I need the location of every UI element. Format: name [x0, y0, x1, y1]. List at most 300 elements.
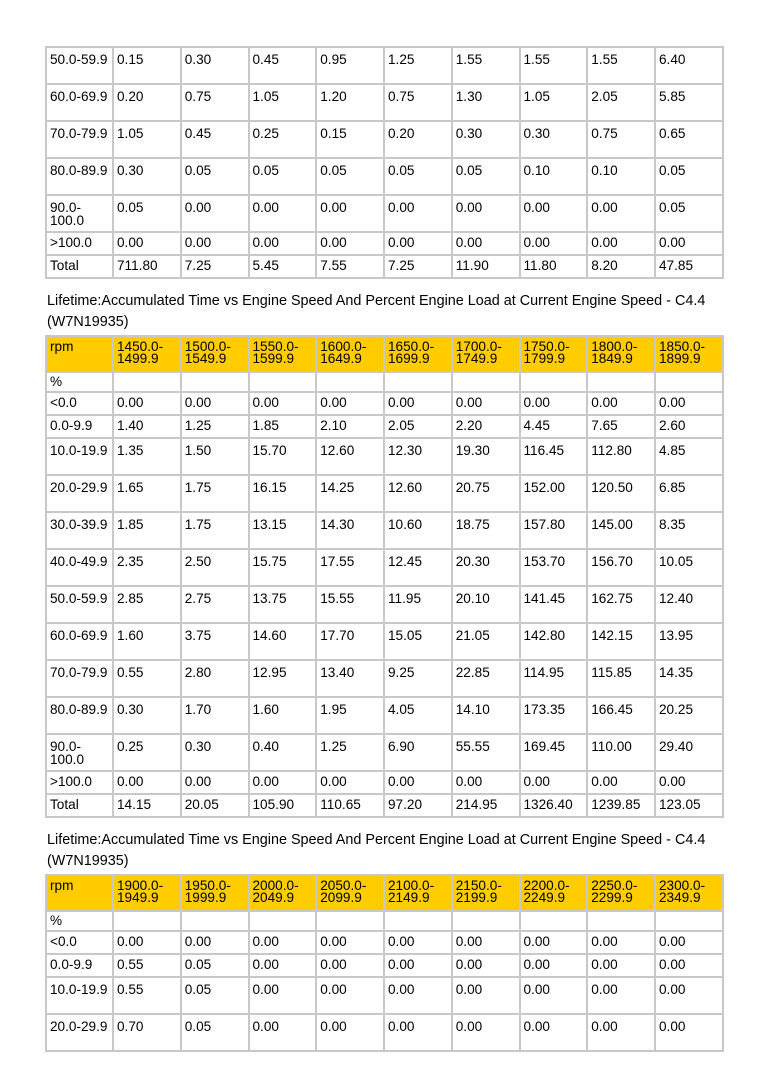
table-row [46, 931, 723, 954]
time-value-cell: 14.10 [452, 697, 520, 734]
time-value-cell: 0.55 [113, 977, 181, 1014]
time-value-cell: 20.30 [452, 549, 520, 586]
empty-cell [181, 372, 249, 392]
time-value-cell: 0.00 [452, 977, 520, 1014]
time-value-cell: 1239.85 [587, 794, 655, 817]
time-value-cell: 0.00 [587, 392, 655, 415]
empty-cell [113, 372, 181, 392]
time-value-cell: 0.00 [655, 977, 723, 1014]
time-value-cell: 0.00 [249, 931, 317, 954]
time-value-cell: 0.05 [249, 158, 317, 195]
time-value-cell: 6.40 [655, 47, 723, 84]
time-value-cell: 116.45 [520, 438, 588, 475]
time-value-cell: 2.05 [384, 415, 452, 438]
time-value-cell: 0.00 [113, 771, 181, 794]
table-row [46, 195, 723, 232]
time-value-cell: 12.60 [384, 475, 452, 512]
empty-cell [655, 372, 723, 392]
time-value-cell: 1.85 [249, 415, 317, 438]
rpm-range-header: 1600.0-1649.9 [316, 336, 384, 372]
unit-row [46, 911, 723, 931]
time-value-cell: 1.40 [113, 415, 181, 438]
table-row [46, 84, 723, 121]
load-range-label: 50.0-59.9 [46, 586, 113, 623]
table-row [46, 734, 723, 771]
time-value-cell: 2.20 [452, 415, 520, 438]
load-range-label: 50.0-59.9 [46, 47, 113, 84]
time-value-cell: 5.85 [655, 84, 723, 121]
time-value-cell: 0.00 [452, 1014, 520, 1051]
load-range-label: Total [46, 794, 113, 817]
time-value-cell: 0.00 [249, 977, 317, 1014]
load-range-label: 30.0-39.9 [46, 512, 113, 549]
time-value-cell: 0.00 [316, 771, 384, 794]
time-value-cell: 7.65 [587, 415, 655, 438]
time-value-cell: 114.95 [520, 660, 588, 697]
time-value-cell: 0.00 [520, 1014, 588, 1051]
time-value-cell: 8.35 [655, 512, 723, 549]
percent-unit-label: % [46, 372, 113, 392]
time-value-cell: 0.45 [181, 121, 249, 158]
time-value-cell: 141.45 [520, 586, 588, 623]
time-value-cell: 0.40 [249, 734, 317, 771]
time-value-cell: 166.45 [587, 697, 655, 734]
rpm-range-header: 2050.0-2099.9 [316, 875, 384, 911]
time-value-cell: 10.60 [384, 512, 452, 549]
time-value-cell: 0.00 [452, 392, 520, 415]
rpm-range-header: 1450.0-1499.9 [113, 336, 181, 372]
time-value-cell: 0.00 [452, 931, 520, 954]
empty-cell [452, 372, 520, 392]
unit-row [46, 372, 723, 392]
time-value-cell: 0.00 [587, 1014, 655, 1051]
time-value-cell: 16.15 [249, 475, 317, 512]
table-row [46, 954, 723, 977]
time-value-cell: 0.70 [113, 1014, 181, 1051]
time-value-cell: 2.80 [181, 660, 249, 697]
time-value-cell: 0.75 [587, 121, 655, 158]
engine-load-table-1450-1899 [45, 335, 724, 818]
document-page [45, 46, 723, 1052]
table-row [46, 977, 723, 1014]
time-value-cell: 1.55 [587, 47, 655, 84]
time-value-cell: 0.00 [384, 771, 452, 794]
time-value-cell: 0.30 [181, 47, 249, 84]
time-value-cell: 0.05 [181, 158, 249, 195]
rpm-range-header: 1700.0-1749.9 [452, 336, 520, 372]
time-value-cell: 9.25 [384, 660, 452, 697]
time-value-cell: 142.80 [520, 623, 588, 660]
time-value-cell: 153.70 [520, 549, 588, 586]
time-value-cell: 1.20 [316, 84, 384, 121]
time-value-cell: 115.85 [587, 660, 655, 697]
load-range-label: 20.0-29.9 [46, 475, 113, 512]
time-value-cell: 0.00 [452, 954, 520, 977]
table-row [46, 475, 723, 512]
time-value-cell: 0.30 [452, 121, 520, 158]
time-value-cell: 0.75 [181, 84, 249, 121]
time-value-cell: 0.00 [181, 195, 249, 232]
time-value-cell: 0.00 [384, 392, 452, 415]
time-value-cell: 0.00 [249, 195, 317, 232]
load-range-label: 80.0-89.9 [46, 697, 113, 734]
time-value-cell: 0.05 [181, 1014, 249, 1051]
table-row [46, 1014, 723, 1051]
empty-cell [520, 372, 588, 392]
time-value-cell: 0.20 [384, 121, 452, 158]
time-value-cell: 0.00 [113, 232, 181, 255]
time-value-cell: 0.00 [587, 771, 655, 794]
empty-cell [249, 911, 317, 931]
time-value-cell: 0.00 [384, 195, 452, 232]
rpm-range-header: 1650.0-1699.9 [384, 336, 452, 372]
time-value-cell: 110.00 [587, 734, 655, 771]
time-value-cell: 0.00 [452, 771, 520, 794]
load-range-label: 0.0-9.9 [46, 954, 113, 977]
rpm-range-header: 1900.0-1949.9 [113, 875, 181, 911]
time-value-cell: 13.75 [249, 586, 317, 623]
time-value-cell: 47.85 [655, 255, 723, 278]
time-value-cell: 2.75 [181, 586, 249, 623]
load-range-label: <0.0 [46, 392, 113, 415]
time-value-cell: 0.00 [655, 1014, 723, 1051]
table-row [46, 697, 723, 734]
time-value-cell: 1.35 [113, 438, 181, 475]
time-value-cell: 14.35 [655, 660, 723, 697]
time-value-cell: 0.15 [316, 121, 384, 158]
time-value-cell: 0.00 [316, 392, 384, 415]
time-value-cell: 1326.40 [520, 794, 588, 817]
time-value-cell: 0.00 [587, 195, 655, 232]
table-continued [45, 46, 724, 279]
time-value-cell: 0.10 [587, 158, 655, 195]
time-value-cell: 1.05 [249, 84, 317, 121]
time-value-cell: 12.95 [249, 660, 317, 697]
time-value-cell: 7.25 [181, 255, 249, 278]
time-value-cell: 13.95 [655, 623, 723, 660]
time-value-cell: 0.00 [249, 1014, 317, 1051]
time-value-cell: 3.75 [181, 623, 249, 660]
time-value-cell: 1.25 [181, 415, 249, 438]
time-value-cell: 0.05 [655, 195, 723, 232]
time-value-cell: 11.95 [384, 586, 452, 623]
time-value-cell: 711.80 [113, 255, 181, 278]
time-value-cell: 0.00 [249, 232, 317, 255]
empty-cell [113, 911, 181, 931]
time-value-cell: 0.05 [384, 158, 452, 195]
time-value-cell: 0.65 [655, 121, 723, 158]
time-value-cell: 11.90 [452, 255, 520, 278]
rpm-range-header: 2000.0-2049.9 [249, 875, 317, 911]
time-value-cell: 0.00 [520, 977, 588, 1014]
empty-cell [249, 372, 317, 392]
time-value-cell: 0.55 [113, 660, 181, 697]
time-value-cell: 0.00 [655, 931, 723, 954]
time-value-cell: 7.55 [316, 255, 384, 278]
table-row [46, 660, 723, 697]
time-value-cell: 1.65 [113, 475, 181, 512]
time-value-cell: 1.25 [384, 47, 452, 84]
time-value-cell: 20.75 [452, 475, 520, 512]
percent-unit-label: % [46, 911, 113, 931]
empty-cell [587, 911, 655, 931]
time-value-cell: 0.00 [316, 232, 384, 255]
time-value-cell: 152.00 [520, 475, 588, 512]
time-value-cell: 0.00 [520, 931, 588, 954]
time-value-cell: 0.95 [316, 47, 384, 84]
table-row [46, 549, 723, 586]
time-value-cell: 173.35 [520, 697, 588, 734]
time-value-cell: 120.50 [587, 475, 655, 512]
time-value-cell: 0.00 [655, 771, 723, 794]
rpm-range-header: 2150.0-2199.9 [452, 875, 520, 911]
time-value-cell: 12.45 [384, 549, 452, 586]
time-value-cell: 0.00 [520, 954, 588, 977]
time-value-cell: 1.85 [113, 512, 181, 549]
rpm-range-header: 1800.0-1849.9 [587, 336, 655, 372]
load-range-label: 70.0-79.9 [46, 121, 113, 158]
empty-cell [384, 911, 452, 931]
time-value-cell: 1.55 [520, 47, 588, 84]
time-value-cell: 0.00 [384, 977, 452, 1014]
time-value-cell: 0.00 [384, 954, 452, 977]
time-value-cell: 0.00 [249, 392, 317, 415]
time-value-cell: 2.10 [316, 415, 384, 438]
rpm-range-header: 2250.0-2299.9 [587, 875, 655, 911]
rpm-header-label: rpm [46, 875, 113, 911]
load-range-label: 0.0-9.9 [46, 415, 113, 438]
time-value-cell: 0.55 [113, 954, 181, 977]
table-row [46, 47, 723, 84]
table-row [46, 121, 723, 158]
time-value-cell: 0.15 [113, 47, 181, 84]
time-value-cell: 2.05 [587, 84, 655, 121]
time-value-cell: 15.55 [316, 586, 384, 623]
time-value-cell: 0.30 [113, 697, 181, 734]
section-title: Lifetime:Accumulated Time vs Engine Speed And Percent Engine Load at Current Engine Speed - C4.4 (W7N19935) [47, 832, 706, 869]
time-value-cell: 0.00 [113, 931, 181, 954]
time-value-cell: 18.75 [452, 512, 520, 549]
time-value-cell: 0.30 [520, 121, 588, 158]
time-value-cell: 1.60 [113, 623, 181, 660]
rpm-range-header: 1750.0-1799.9 [520, 336, 588, 372]
time-value-cell: 1.70 [181, 697, 249, 734]
load-range-label: >100.0 [46, 771, 113, 794]
time-value-cell: 0.00 [520, 392, 588, 415]
time-value-cell: 0.05 [113, 195, 181, 232]
time-value-cell: 0.00 [520, 195, 588, 232]
time-value-cell: 10.05 [655, 549, 723, 586]
time-value-cell: 0.00 [316, 1014, 384, 1051]
table-row [46, 392, 723, 415]
time-value-cell: 17.55 [316, 549, 384, 586]
time-value-cell: 0.00 [181, 232, 249, 255]
time-value-cell: 0.00 [181, 771, 249, 794]
time-value-cell: 0.00 [249, 771, 317, 794]
time-value-cell: 110.65 [316, 794, 384, 817]
empty-cell [452, 911, 520, 931]
time-value-cell: 157.80 [520, 512, 588, 549]
empty-cell [316, 911, 384, 931]
time-value-cell: 2.35 [113, 549, 181, 586]
time-value-cell: 15.05 [384, 623, 452, 660]
time-value-cell: 14.60 [249, 623, 317, 660]
header-row [46, 336, 723, 372]
rpm-header-label: rpm [46, 336, 113, 372]
time-value-cell: 6.90 [384, 734, 452, 771]
time-value-cell: 22.85 [452, 660, 520, 697]
time-value-cell: 0.00 [655, 232, 723, 255]
table-row [46, 232, 723, 255]
time-value-cell: 15.75 [249, 549, 317, 586]
time-value-cell: 17.70 [316, 623, 384, 660]
engine-load-table-1900-2349 [45, 874, 724, 1052]
empty-cell [655, 911, 723, 931]
empty-cell [587, 372, 655, 392]
table-row [46, 771, 723, 794]
time-value-cell: 0.00 [655, 392, 723, 415]
time-value-cell: 0.00 [181, 392, 249, 415]
time-value-cell: 0.00 [249, 954, 317, 977]
time-value-cell: 142.15 [587, 623, 655, 660]
time-value-cell: 214.95 [452, 794, 520, 817]
time-value-cell: 20.25 [655, 697, 723, 734]
empty-cell [384, 372, 452, 392]
time-value-cell: 162.75 [587, 586, 655, 623]
table-row [46, 415, 723, 438]
table-row [46, 623, 723, 660]
time-value-cell: 156.70 [587, 549, 655, 586]
time-value-cell: 1.60 [249, 697, 317, 734]
rpm-range-header: 2300.0-2349.9 [655, 875, 723, 911]
time-value-cell: 0.10 [520, 158, 588, 195]
rpm-range-header: 1500.0-1549.9 [181, 336, 249, 372]
time-value-cell: 14.15 [113, 794, 181, 817]
rpm-range-header: 1950.0-1999.9 [181, 875, 249, 911]
time-value-cell: 1.05 [520, 84, 588, 121]
time-value-cell: 0.00 [452, 195, 520, 232]
time-value-cell: 19.30 [452, 438, 520, 475]
time-value-cell: 12.30 [384, 438, 452, 475]
load-range-label: 80.0-89.9 [46, 158, 113, 195]
load-range-label: >100.0 [46, 232, 113, 255]
time-value-cell: 0.00 [520, 232, 588, 255]
time-value-cell: 14.25 [316, 475, 384, 512]
rpm-range-header: 2200.0-2249.9 [520, 875, 588, 911]
time-value-cell: 5.45 [249, 255, 317, 278]
time-value-cell: 1.95 [316, 697, 384, 734]
time-value-cell: 2.60 [655, 415, 723, 438]
time-value-cell: 0.00 [384, 1014, 452, 1051]
time-value-cell: 0.00 [181, 931, 249, 954]
time-value-cell: 0.05 [655, 158, 723, 195]
time-value-cell: 4.05 [384, 697, 452, 734]
time-value-cell: 0.25 [249, 121, 317, 158]
time-value-cell: 0.00 [452, 232, 520, 255]
time-value-cell: 0.00 [316, 931, 384, 954]
load-range-label: 10.0-19.9 [46, 438, 113, 475]
time-value-cell: 0.00 [587, 232, 655, 255]
time-value-cell: 20.05 [181, 794, 249, 817]
time-value-cell: 0.00 [384, 232, 452, 255]
time-value-cell: 1.25 [316, 734, 384, 771]
load-range-label: 60.0-69.9 [46, 84, 113, 121]
time-value-cell: 0.05 [181, 954, 249, 977]
load-range-label: <0.0 [46, 931, 113, 954]
time-value-cell: 13.40 [316, 660, 384, 697]
table-row [46, 512, 723, 549]
time-value-cell: 21.05 [452, 623, 520, 660]
time-value-cell: 0.00 [384, 931, 452, 954]
rpm-range-header: 2100.0-2149.9 [384, 875, 452, 911]
time-value-cell: 0.30 [181, 734, 249, 771]
section-title: Lifetime:Accumulated Time vs Engine Speed And Percent Engine Load at Current Engine Speed - C4.4 (W7N19935) [47, 293, 706, 330]
load-range-label: 10.0-19.9 [46, 977, 113, 1014]
time-value-cell: 97.20 [384, 794, 452, 817]
rpm-range-header: 1850.0-1899.9 [655, 336, 723, 372]
time-value-cell: 0.05 [452, 158, 520, 195]
time-value-cell: 0.30 [113, 158, 181, 195]
time-value-cell: 0.00 [520, 771, 588, 794]
time-value-cell: 15.70 [249, 438, 317, 475]
time-value-cell: 0.00 [316, 977, 384, 1014]
load-range-label: 90.0-100.0 [46, 734, 113, 771]
rpm-range-header: 1550.0-1599.9 [249, 336, 317, 372]
time-value-cell: 13.15 [249, 512, 317, 549]
time-value-cell: 123.05 [655, 794, 723, 817]
time-value-cell: 0.00 [316, 195, 384, 232]
total-row [46, 255, 723, 278]
time-value-cell: 1.75 [181, 475, 249, 512]
load-range-label: 90.0-100.0 [46, 195, 113, 232]
time-value-cell: 0.05 [316, 158, 384, 195]
time-value-cell: 12.60 [316, 438, 384, 475]
load-range-label: 40.0-49.9 [46, 549, 113, 586]
time-value-cell: 1.50 [181, 438, 249, 475]
time-value-cell: 0.05 [181, 977, 249, 1014]
time-value-cell: 29.40 [655, 734, 723, 771]
time-value-cell: 55.55 [452, 734, 520, 771]
time-value-cell: 6.85 [655, 475, 723, 512]
load-range-label: Total [46, 255, 113, 278]
time-value-cell: 0.25 [113, 734, 181, 771]
time-value-cell: 2.85 [113, 586, 181, 623]
time-value-cell: 1.55 [452, 47, 520, 84]
time-value-cell: 7.25 [384, 255, 452, 278]
time-value-cell: 145.00 [587, 512, 655, 549]
time-value-cell: 0.00 [316, 954, 384, 977]
load-range-label: 60.0-69.9 [46, 623, 113, 660]
time-value-cell: 105.90 [249, 794, 317, 817]
empty-cell [520, 911, 588, 931]
time-value-cell: 11.80 [520, 255, 588, 278]
time-value-cell: 0.00 [655, 954, 723, 977]
time-value-cell: 0.00 [587, 931, 655, 954]
time-value-cell: 1.30 [452, 84, 520, 121]
table-row [46, 586, 723, 623]
time-value-cell: 0.00 [587, 954, 655, 977]
total-row [46, 794, 723, 817]
time-value-cell: 20.10 [452, 586, 520, 623]
empty-cell [181, 911, 249, 931]
time-value-cell: 0.20 [113, 84, 181, 121]
time-value-cell: 2.50 [181, 549, 249, 586]
empty-cell [316, 372, 384, 392]
time-value-cell: 0.45 [249, 47, 317, 84]
table-row [46, 438, 723, 475]
table-row [46, 158, 723, 195]
time-value-cell: 14.30 [316, 512, 384, 549]
